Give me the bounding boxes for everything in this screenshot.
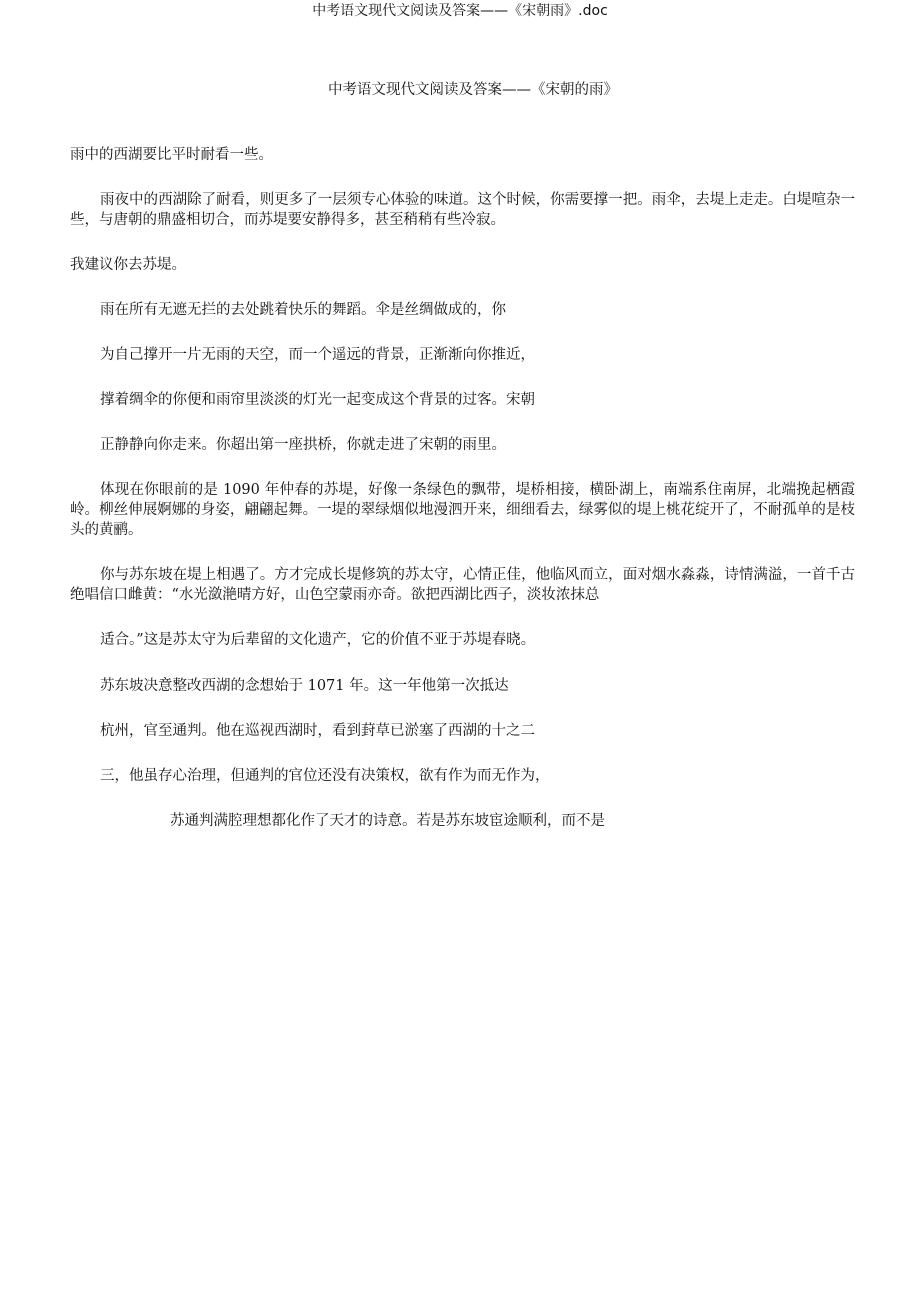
paragraph-4: 雨在所有无遮无拦的去处跳着快乐的舞蹈。伞是丝绸做成的，你 <box>100 302 506 318</box>
paragraph-13: 三，他虽存心治理，但通判的官位还没有决策权，欲有作为而无作为， <box>100 768 550 784</box>
document-title: 中考语文现代文阅读及答案——《宋朝的雨》 <box>328 82 618 98</box>
document-filename-header: 中考语文现代文阅读及答案——《宋朝雨》.doc <box>312 3 608 19</box>
paragraph-12: 杭州，官至通判。他在巡视西湖时，看到葑草已淤塞了西湖的十之二 <box>100 723 535 739</box>
paragraph-10: 适合。”这是苏太守为后辈留的文化遗产，它的价值不亚于苏堤春晓。 <box>100 632 536 648</box>
paragraph-11: 苏东坡决意整改西湖的念想始于 1071 年。这一年他第一次抵达 <box>100 678 509 694</box>
paragraph-7: 正静静向你走来。你超出第一座拱桥，你就走进了宋朝的雨里。 <box>100 437 506 453</box>
paragraph-3: 我建议你去苏堤。 <box>70 257 186 273</box>
paragraph-2: 雨夜中的西湖除了耐看，则更多了一层须专心体验的味道。这个时候，你需要撑一把。雨伞，去堤上走走。白堤喧杂一些，与唐朝的鼎盛相切合，而苏堤要安静得多，甚至稍稍有些冷寂。 <box>70 192 855 228</box>
paragraph-1: 雨中的西湖要比平时耐看一些。 <box>70 147 273 163</box>
paragraph-14: 苏通判满腔理想都化作了天才的诗意。若是苏东坡宦途顺利，而不是 <box>170 813 605 829</box>
paragraph-5: 为自己撑开一片无雨的天空，而一个遥远的背景，正渐渐向你推近， <box>100 347 535 363</box>
paragraph-8: 体现在你眼前的是 1090 年仲春的苏堤，好像一条绿色的飘带，堤桥相接，横卧湖上，南端系住南屏，北端挽起栖霞岭。柳丝伸展婀娜的身姿，翩翩起舞。一堤的翠绿烟似地漫泗开来，细细看去，绿雾似的堤上桃花绽开了，不耐孤单的是枝头的黄鹂。 <box>70 482 855 538</box>
paragraph-9: 你与苏东坡在堤上相遇了。方才完成长堤修筑的苏太守，心情正佳，他临风而立，面对烟水淼淼，诗情满溢，一首千古绝唱信口雌黄：“水光潋滟晴方好，山色空蒙雨亦奇。欲把西湖比西子，淡妆浓抹总 <box>70 567 855 603</box>
paragraph-6: 撑着绸伞的你便和雨帘里淡淡的灯光一起变成这个背景的过客。宋朝 <box>100 392 535 408</box>
